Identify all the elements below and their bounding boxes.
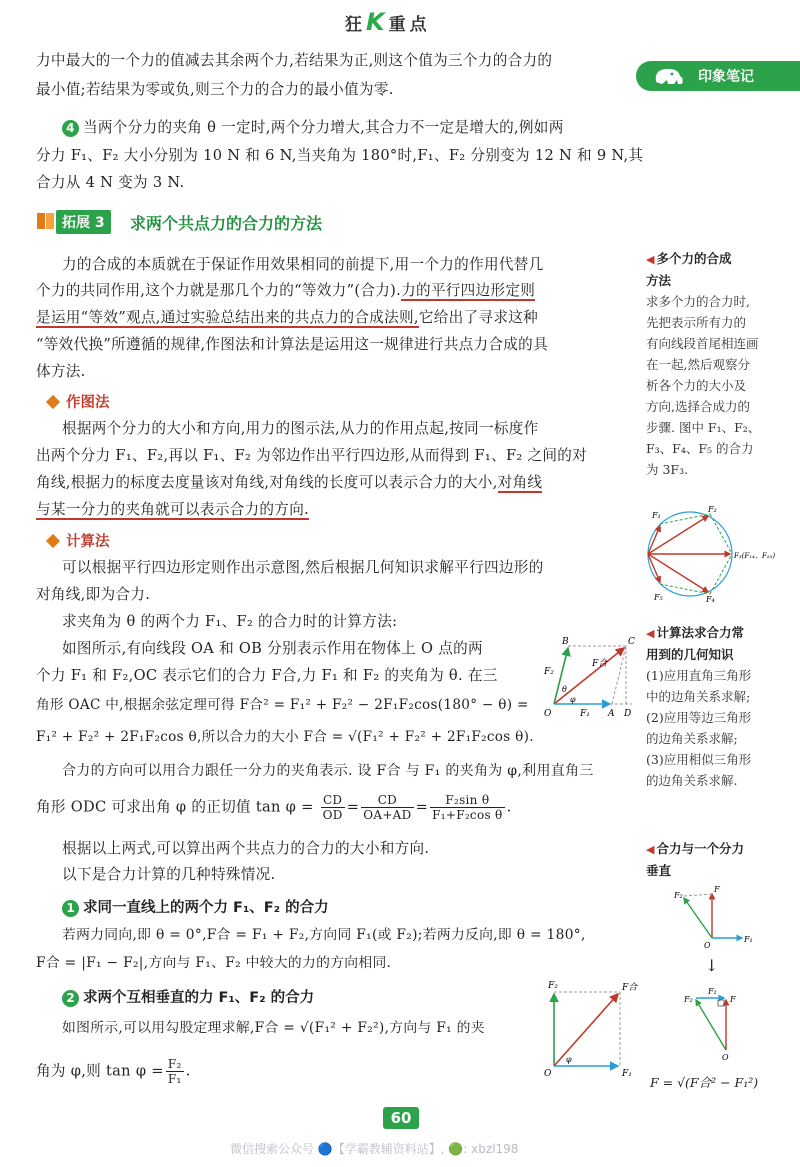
underlined-rule: 力的平行四边形定则 — [401, 282, 536, 299]
section-tag: 拓展 3 — [56, 210, 111, 234]
underlined-rule-cont: 是运用“等效”观点,通过实验总结出来的共点力的合成法则, — [36, 309, 419, 326]
intro-line-1: 力中最大的一个力的值减去其余两个力,若结果为正,则这个值为三个力的合力的 — [36, 52, 553, 69]
circle-label-f1: F₁ — [652, 511, 661, 520]
circle-label-f3: F₃(F₁₄、F₂₅) — [734, 552, 776, 560]
case-2-line-1: 如图所示,可以用勾股定理求解,F合 = √(F₁² + F₂²),方向与 F₁ 的夹 — [62, 1020, 485, 1036]
book-icon — [36, 211, 56, 231]
perp-label-f1: F₁ — [622, 1069, 632, 1079]
perp-resultant-arrow — [554, 994, 618, 1066]
side-note-2-title — [646, 622, 796, 644]
side-bot-label-f: F — [730, 995, 736, 1004]
right-angle-mark — [718, 1000, 724, 1006]
section-p1-line-2a: 个力的共同作用,这个力就是那几个力的“等效力”(合力). — [36, 282, 402, 299]
side-figure-bottom — [660, 980, 760, 1060]
side-note-2-line: (1)应用直角三角形 — [646, 668, 752, 683]
frac-3-top: F₂sin θ — [430, 793, 504, 808]
side-note-1-line: 析各个力的大小及 — [646, 378, 747, 393]
page-number: 60 — [383, 1107, 419, 1129]
para-resultant-arrow — [554, 648, 624, 704]
section-title: 求两个共点力的合力的方法 — [130, 214, 323, 233]
eq-sign-1: = — [346, 798, 360, 816]
side-note-perpendicular — [646, 838, 796, 881]
calc-line-5: 个力 F₁ 和 F₂,OC 表示它们的合力 F合,力 F₁ 和 F₂ 的夹角为 θ. 在三 — [36, 667, 498, 684]
triangle-marker-icon: ◀ — [646, 843, 655, 856]
side-bot-f2-arrow — [696, 1000, 726, 1050]
label-phi: φ — [570, 695, 576, 704]
circle-force-figure — [640, 506, 798, 602]
side-note-1-title — [646, 248, 796, 270]
label-fhe: F合 — [592, 659, 608, 669]
side-note-1-line: 方向,选择合成力的 — [646, 399, 750, 414]
label-c: C — [628, 637, 635, 647]
brand-k-logo: K — [366, 8, 389, 36]
case-1-number: 1 — [62, 900, 79, 917]
side-top-label-f1: F₁ — [744, 935, 753, 944]
case-2-heading — [62, 986, 314, 1007]
brand-title-a: 狂 — [345, 15, 366, 35]
frac-1-top: CD — [321, 793, 345, 808]
side-note-3-title-b: 垂直 — [646, 863, 672, 878]
side-note-1-line: 求多个力的合力时, — [646, 294, 750, 309]
case-2-line-2 — [36, 1057, 191, 1086]
triangle-marker-icon: ◀ — [646, 627, 655, 640]
circle-dash-2 — [710, 514, 732, 554]
perp-label-f2: F₂ — [548, 981, 558, 991]
item-4-line-2: 分力 F₁、F₂ 大小分别为 10 N 和 6 N,当夹角为 180°时,F₁、F₂ 分别变为 12 N 和 9 N,其 — [36, 147, 644, 164]
eq-sign-2: = — [415, 798, 429, 816]
side-note-1-line: 在一起,然后观察分 — [646, 357, 750, 372]
perp-label-phi: φ — [566, 1055, 572, 1064]
side-figure-top — [660, 884, 760, 952]
circle-f2-arrow — [648, 516, 708, 554]
case-1-line-2: F合 = |F₁ − F₂|,方向与 F₁、F₂ 中较大的力的方向相同. — [36, 955, 392, 971]
circle-label-f5: F₅ — [654, 593, 663, 602]
side-bot-label-f1: F₁ — [708, 987, 717, 996]
perpendicular-figure — [540, 980, 640, 1080]
elephant-icon — [650, 64, 690, 88]
section-p1-line-5: 体方法. — [36, 363, 86, 380]
calc-line-8: 合力的方向可以用合力跟任一分力的夹角表示. 设 F合 与 F₁ 的夹角为 φ,利用直角三 — [62, 763, 594, 779]
side-top-label-o: O — [704, 941, 711, 950]
frac-1-bottom: OD — [322, 808, 343, 822]
graph-method-line-3a: 角线,根据力的标度去度量该对角线,对角线的长度可以表示合力的大小, — [36, 474, 498, 491]
calc-line-11: 以下是合力计算的几种特殊情况. — [62, 866, 276, 883]
item-4-line-3: 合力从 4 N 变为 3 N. — [36, 174, 185, 191]
case-1-title: 求同一直线上的两个力 F₁、F₂ 的合力 — [83, 900, 329, 916]
side-note-geometry — [646, 622, 796, 791]
frac-2-bottom: OA+AD — [363, 808, 412, 822]
side-note-3-title-a: 合力与一个分力 — [656, 841, 744, 856]
side-top-f2-arrow — [684, 898, 712, 938]
calc-line-3: 求夹角为 θ 的两个力 F₁、F₂ 的合力时的计算方法: — [62, 613, 398, 630]
label-b: B — [562, 637, 569, 647]
label-o: O — [544, 709, 552, 719]
para-dash-ac — [612, 646, 626, 704]
side-note-1-line: 为 3F₃. — [646, 462, 689, 477]
side-bot-label-f2: F₂ — [684, 995, 693, 1004]
case-2-line-2a: 角为 φ,则 tan φ = — [36, 1062, 164, 1080]
frac-cd-od — [321, 793, 345, 822]
period: . — [185, 1062, 191, 1080]
frac-f1: F₁ — [167, 1072, 182, 1086]
section-p1-line-3 — [36, 305, 538, 331]
side-note-2-line: 的边角关系求解. — [646, 773, 738, 788]
calc-line-9 — [36, 793, 512, 822]
circle-f4-arrow — [648, 554, 708, 592]
label-d: D — [624, 709, 632, 719]
side-top-dash — [684, 894, 712, 896]
side-note-1-line: 步骤. 图中 F₁、F₂、 — [646, 420, 761, 435]
frac-cd-oaad — [361, 793, 413, 822]
side-note-2-line: (3)应用相似三角形 — [646, 752, 752, 767]
section-p1-line-1: 力的合成的本质就在于保证作用效果相同的前提下,用一个力的作用代替几 — [62, 256, 544, 273]
side-note-2-line: (2)应用等边三角形 — [646, 710, 752, 725]
label-f1: F₁ — [580, 709, 590, 719]
calc-line-2: 对角线,即为合力. — [36, 586, 151, 603]
side-note-2-title-a: 计算法求合力常 — [656, 625, 744, 640]
graph-method-heading — [48, 391, 110, 412]
side-bot-label-o: O — [722, 1053, 729, 1060]
intro-line-2: 最小值;若结果为零或负,则三个力的合力的最小值为零. — [36, 81, 394, 98]
section-p1-line-4: “等效代换”所遵循的规律,作图法和计算法是运用这一规律进行共点力合成的具 — [36, 336, 548, 353]
side-top-label-f2: F₂ — [674, 891, 683, 900]
side-note-1-line: F₃、F₄、F₅ 的合力 — [646, 441, 754, 456]
item-4-text-1: 当两个分力的夹角 θ 一定时,两个分力增大,其合力不一定是增大的,例如两 — [83, 119, 564, 136]
label-theta: θ — [562, 685, 567, 694]
calc-line-10: 根据以上两式,可以算出两个共点力的合力的大小和方向. — [62, 840, 430, 857]
side-note-1-title-a: 多个力的合成 — [656, 251, 732, 266]
side-note-1-title-b: 方法 — [646, 273, 672, 288]
item-4-line-1 — [62, 115, 564, 141]
perp-label-fhe: F合 — [622, 983, 638, 993]
parallelogram-figure — [540, 632, 640, 722]
frac-f2-f1 — [166, 1057, 184, 1086]
label-a: A — [608, 709, 615, 719]
frac-3-bottom: F₁+F₂cos θ — [432, 808, 503, 822]
side-formula: F = √(F合² − F₁²) — [650, 1075, 759, 1090]
section-p1-line-2 — [36, 278, 535, 304]
frac-f2: F₂ — [167, 1057, 182, 1071]
graph-method-line-3 — [36, 470, 542, 496]
badge-label: 印象笔记 — [698, 69, 754, 85]
side-note-multi-force — [646, 248, 796, 480]
side-note-2-title-b: 用到的几何知识 — [646, 647, 734, 662]
side-note-2-line: 中的边角关系求解; — [646, 689, 751, 704]
calc-line-4: 如图所示,有向线段 OA 和 OB 分别表示作用在物体上 O 点的两 — [62, 640, 483, 657]
circle-dash-4 — [710, 554, 732, 594]
label-f2: F₂ — [544, 667, 554, 677]
circle-label-f2: F₂ — [708, 506, 717, 514]
graph-method-underline-cont: 与某一分力的夹角就可以表示合力的方向. — [36, 501, 310, 518]
bullet-icon — [46, 534, 60, 548]
calc-line-9a: 角形 ODC 可求出角 φ 的正切值 tan φ = — [36, 798, 314, 816]
case-1-heading — [62, 896, 329, 917]
side-note-2-line: 的边角关系求解; — [646, 731, 738, 746]
side-note-1-line: 先把表示所有力的 — [646, 315, 747, 330]
calc-method-heading — [48, 530, 110, 551]
page-header — [0, 0, 800, 40]
frac-sin-cos — [430, 793, 504, 822]
case-1-line-1: 若两力同向,即 θ = 0°,F合 = F₁ + F₂,方向同 F₁(或 F₂);若两力反向,即 θ = 180°, — [62, 927, 586, 943]
bullet-icon — [46, 395, 60, 409]
case-2-number: 2 — [62, 990, 79, 1007]
side-note-1-line: 有向线段首尾相连画 — [646, 336, 759, 351]
triangle-marker-icon: ◀ — [646, 253, 655, 266]
watermark: 微信搜索公众号 🔵【学霸教辅资料站】, 🟢: xbzl198 — [230, 1142, 519, 1156]
circle-label-f4: F₄ — [706, 595, 715, 602]
graph-method-line-4 — [36, 497, 309, 523]
calc-method-title: 计算法 — [66, 534, 110, 550]
brand-title-b: 重点 — [388, 15, 431, 35]
graph-method-title: 作图法 — [66, 395, 110, 411]
perp-label-o: O — [544, 1069, 552, 1079]
down-arrow-icon: ↓ — [705, 956, 719, 975]
graph-method-underline: 对角线 — [497, 474, 543, 491]
side-top-label-f: F — [714, 885, 720, 894]
note-badge — [636, 61, 800, 91]
calc-line-7: F₁² + F₂² + 2F₁F₂cos θ,所以合力的大小 F合 = √(F₁² + F₂² + 2F₁F₂cos θ). — [36, 729, 534, 745]
graph-method-line-1: 根据两个分力的大小和方向,用力的图示法,从力的作用点起,按同一标度作 — [62, 420, 539, 437]
side-note-3-title — [646, 838, 796, 860]
case-2-title: 求两个互相垂直的力 F₁、F₂ 的合力 — [83, 990, 315, 1006]
period: . — [506, 798, 512, 816]
brand-title — [345, 8, 431, 36]
calc-line-6: 角形 OAC 中,根据余弦定理可得 F合² = F₁² + F₂² − 2F₁F₂cos(180° − θ) = — [36, 697, 529, 713]
section-p1-line-3b: 它给出了寻求这种 — [418, 309, 539, 326]
item-4-number: 4 — [62, 120, 79, 137]
calc-line-1: 可以根据平行四边形定则作出示意图,然后根据几何知识求解平行四边形的 — [62, 559, 544, 576]
graph-method-line-2: 出两个分力 F₁、F₂,再以 F₁、F₂ 为邻边作出平行四边形,从而得到 F₁、F₂ 之间的对 — [36, 447, 588, 464]
frac-2-top: CD — [361, 793, 413, 808]
para-f2-arrow — [554, 648, 568, 704]
